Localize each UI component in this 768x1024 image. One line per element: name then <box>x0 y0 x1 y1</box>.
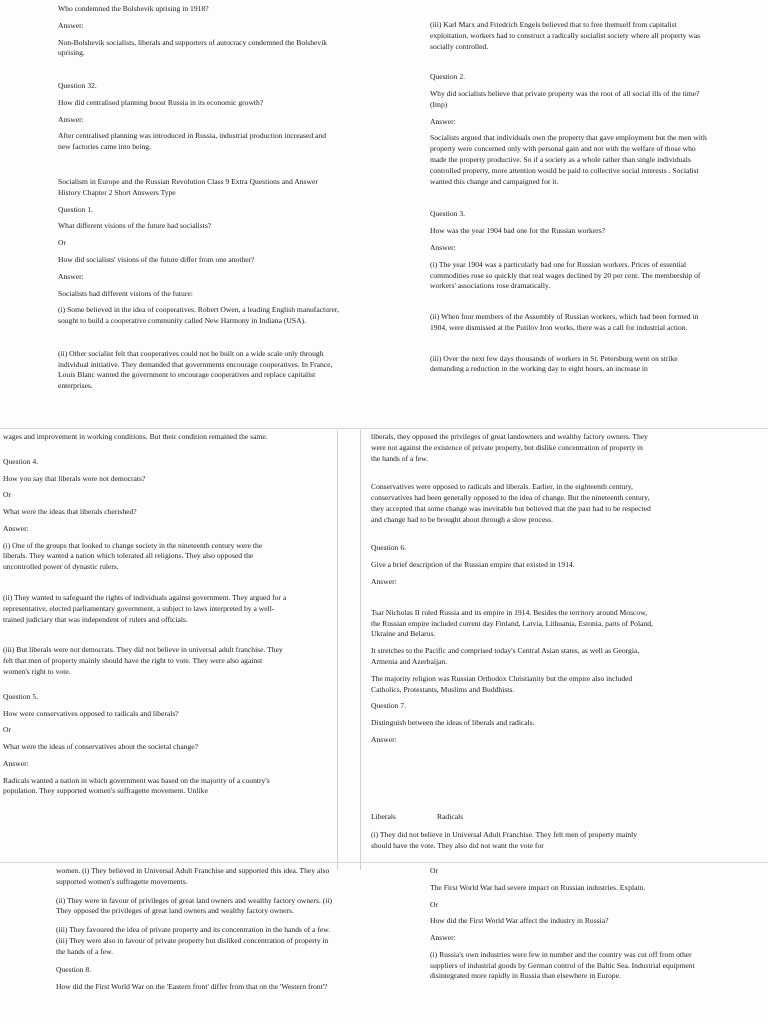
mid-left-column <box>3 432 288 797</box>
answer-text: Radicals wanted a nation in which government was based on the majority of a country's population. They supported women's suffragette movement. Unlike <box>3 775 270 796</box>
answer-point: (iii) Karl Marx and Friedrich Engels believed that to free themself from capitalist exploitation, workers had to construct a radically socialist society where all property was socially controlled. <box>430 20 701 51</box>
answer-text: The majority religion was Russian Orthodox Christianity but the empire also included Catholics, Protestants, Muslims and Buddhists. <box>371 673 633 694</box>
table-row: (iii) They favoured the idea of private property and its concentration in the hands of a few. (iii) They were also in favour of private property but disliked concentration of property in the hands of a few. <box>56 925 331 956</box>
or-label: Or <box>430 899 439 909</box>
question-text: Why did socialists believe that private property was the root of all social ills of the time? (Imp) <box>430 89 700 109</box>
bottom-right-column <box>430 866 710 982</box>
question-number: Question 6. <box>371 543 407 553</box>
answer-point: (i) Russia's own industries were few in number and the country was cut off from other suppliers of industrial goods by German control of the Baltic Sea. Industrial equipment disintegrated more rapidly in Russia than elsewhere in Europe. <box>430 949 695 981</box>
answer-point: (iii) Over the next few days thousands of workers in St. Petersburg went on strike demanding a reduction in the working day to eight hours, an increase in <box>430 353 678 374</box>
answer-label: Answer: <box>58 271 84 281</box>
answer-point: (i) Some believed in the idea of cooperatives. Robert Owen, a leading English manufacturer, sought to build a cooperative community called New Harmony in Indiana (USA). <box>58 305 339 326</box>
answer-point: (ii) Other socialist felt that cooperatives could not be built on a wide scale only through individual initiative. They demanded that governments encourage cooperatives. In France, Louis Blanc wanted the government to encourage cooperatives and replace capitalist enterprises. <box>58 348 333 391</box>
question-text: How you say that liberals were not democrats? <box>3 473 146 483</box>
or-label: Or <box>58 238 67 248</box>
question-text: What were the ideas of conservatives about the societal change? <box>3 742 199 752</box>
answer-text: Socialists argued that individuals own the property that gave employment but the men with property were concerned only with personal gain and not with the welfare of those who made the property productive. So if a society as a whole rather than single individuals controlled property, more attention would be paid to collective social interests . Socialist wanted this change and campaigned for it. <box>430 133 707 186</box>
or-label: Or <box>3 490 12 500</box>
top-left-column <box>58 4 340 392</box>
table-row: (ii) They were in favour of privileges of great land owners and wealthy factory owners. (ii) They opposed the privileges of great land owners and wealthy factory owners. <box>56 895 333 916</box>
answer-label: Answer: <box>58 114 84 124</box>
section-heading: Socialism in Europe and the Russian Revolution Class 9 Extra Questions and Answer History Chapter 2 Short Answers Type <box>58 177 318 197</box>
answer-point: (iii) But liberals were not democrats. They did not believe in universal adult franchise. They felt that men of property mainly should have the right to vote. They were also against women's right to vote. <box>3 645 283 676</box>
question-text: How did the First World War affect the industry in Russia? <box>430 916 609 926</box>
section-divider-top <box>0 428 768 429</box>
answer-point: (ii) When four members of the Assembly of Russian workers, which had been formed in 1904, were dismissed at the Putilov Iron works, there was a call for industrial action. <box>430 312 699 332</box>
answer-text: Conservatives were opposed to radicals and liberals. Earlier, in the eighteenth century, conservatives had been generally opposed to the idea of change. But the nineteenth century, they accepted that some change was inevitable but believed that the past had to be respected and change had to be brought about through a slow process. <box>371 482 651 524</box>
question-number: Question 1. <box>58 204 94 214</box>
question-text: Give a brief description of the Russian empire that existed in 1914. <box>371 560 575 570</box>
answer-point: (ii) They wanted to safeguard the rights of individuals against government. They argued for a representative, elected parliamentary government, a subject to laws interpreted by a well-trained judiciary that was independent of rulers and officials. <box>3 593 287 624</box>
mid-right-column <box>371 432 653 746</box>
comparison-table-header <box>371 812 653 824</box>
table-header-liberals: Liberals <box>371 812 396 821</box>
answer-label: Answer: <box>371 734 397 744</box>
answer-text: After centralised planning was introduced in Russia, industrial production increased and new factories came into being. <box>58 131 327 152</box>
answer-text: It stretches to the Pacific and comprised today's Central Asian states, as well as Georgia, Armenia and Azerbaijan. <box>371 646 640 666</box>
answer-continued: liberals, they opposed the privileges of great landowners and wealthy factory owners. They were not against the existence of private property, but dislike concentration of property in the hands of a few. <box>371 432 648 463</box>
question-text: Distinguish between the ideas of liberals and radicals. <box>371 718 535 728</box>
table-cell: (i) They did not believe in Universal Adult Franchise. They felt men of property mainly should have the vote. They also did not want the vote for <box>371 830 638 850</box>
comparison-table-row <box>371 830 653 852</box>
question-number: Question 5. <box>3 691 39 701</box>
answer-text: Non-Bolshevik socialists, liberals and supporters of autocracy condemned the Bolshevik uprising. <box>58 37 328 58</box>
answer-text: Tsar Nicholas II ruled Russia and its empire in 1914. Besides the territory around Moscow, the Russian empire included current day Finland, Latvia, Lithuania, Estonia, parts of Poland, Ukraine and Belarus. <box>371 607 653 639</box>
question-text: How did the First World War on the 'Eastern front' differ from that on the 'Western front'? <box>56 982 328 992</box>
question-text: How was the year 1904 bad one for the Russian workers? <box>430 226 606 236</box>
question-text: What were the ideas that liberals cherished? <box>3 507 137 517</box>
answer-point: (i) One of the groups that looked to change society in the nineteenth century were the liberals. They wanted a nation which tolerated all religions. They also opposed the uncontrolled power of dynastic rulers. <box>3 540 263 572</box>
or-label: Or <box>430 866 439 875</box>
question-text: How did socialists' visions of the future differ from one another? <box>58 254 255 264</box>
answer-label: Answer: <box>430 242 456 252</box>
question-text: Who condemned the Bolshevik uprising in 1918? <box>58 4 209 13</box>
question-number: Question 32. <box>58 81 97 91</box>
question-number: Question 8. <box>56 965 92 975</box>
answer-label: Answer: <box>3 758 29 768</box>
question-text: How were conservatives opposed to radicals and liberals? <box>3 708 179 718</box>
table-row: women. (i) They believed in Universal Adult Franchise and supported this idea. They also supported women's suffragette movements. <box>56 866 330 886</box>
question-text: How did centralised planning boost Russia in its economic growth? <box>58 97 264 107</box>
table-header-radicals: Radicals <box>437 812 464 821</box>
question-number: Question 7. <box>371 701 407 711</box>
answer-label: Answer: <box>3 523 29 533</box>
answer-point: (i) The year 1904 was a particularly bad one for Russian workers. Prices of essential commodities rose so quickly that real wages declined by 20 per cent. The membership of workers' associations rose dramatically. <box>430 259 701 291</box>
question-number: Question 4. <box>3 456 39 466</box>
question-number: Question 2. <box>430 72 466 82</box>
bottom-left-column <box>56 866 338 993</box>
column-divider-mid-right <box>360 430 361 870</box>
answer-continued: wages and improvement in working conditions. But their condition remained the same. <box>3 432 268 441</box>
column-divider-mid <box>337 430 338 870</box>
question-text: The First World War had severe impact on Russian industries. Explain. <box>430 882 646 892</box>
section-divider-bottom <box>0 862 768 863</box>
question-text: What different visions of the future had socialists? <box>58 221 212 231</box>
answer-label: Answer: <box>430 116 456 126</box>
answer-label: Answer: <box>430 933 456 943</box>
answer-text: Socialists had different visions of the future: <box>58 288 193 298</box>
question-number: Question 3. <box>430 209 466 219</box>
answer-label: Answer: <box>58 20 84 30</box>
answer-label: Answer: <box>371 577 397 587</box>
top-right-column <box>430 20 708 375</box>
or-label: Or <box>3 725 12 735</box>
